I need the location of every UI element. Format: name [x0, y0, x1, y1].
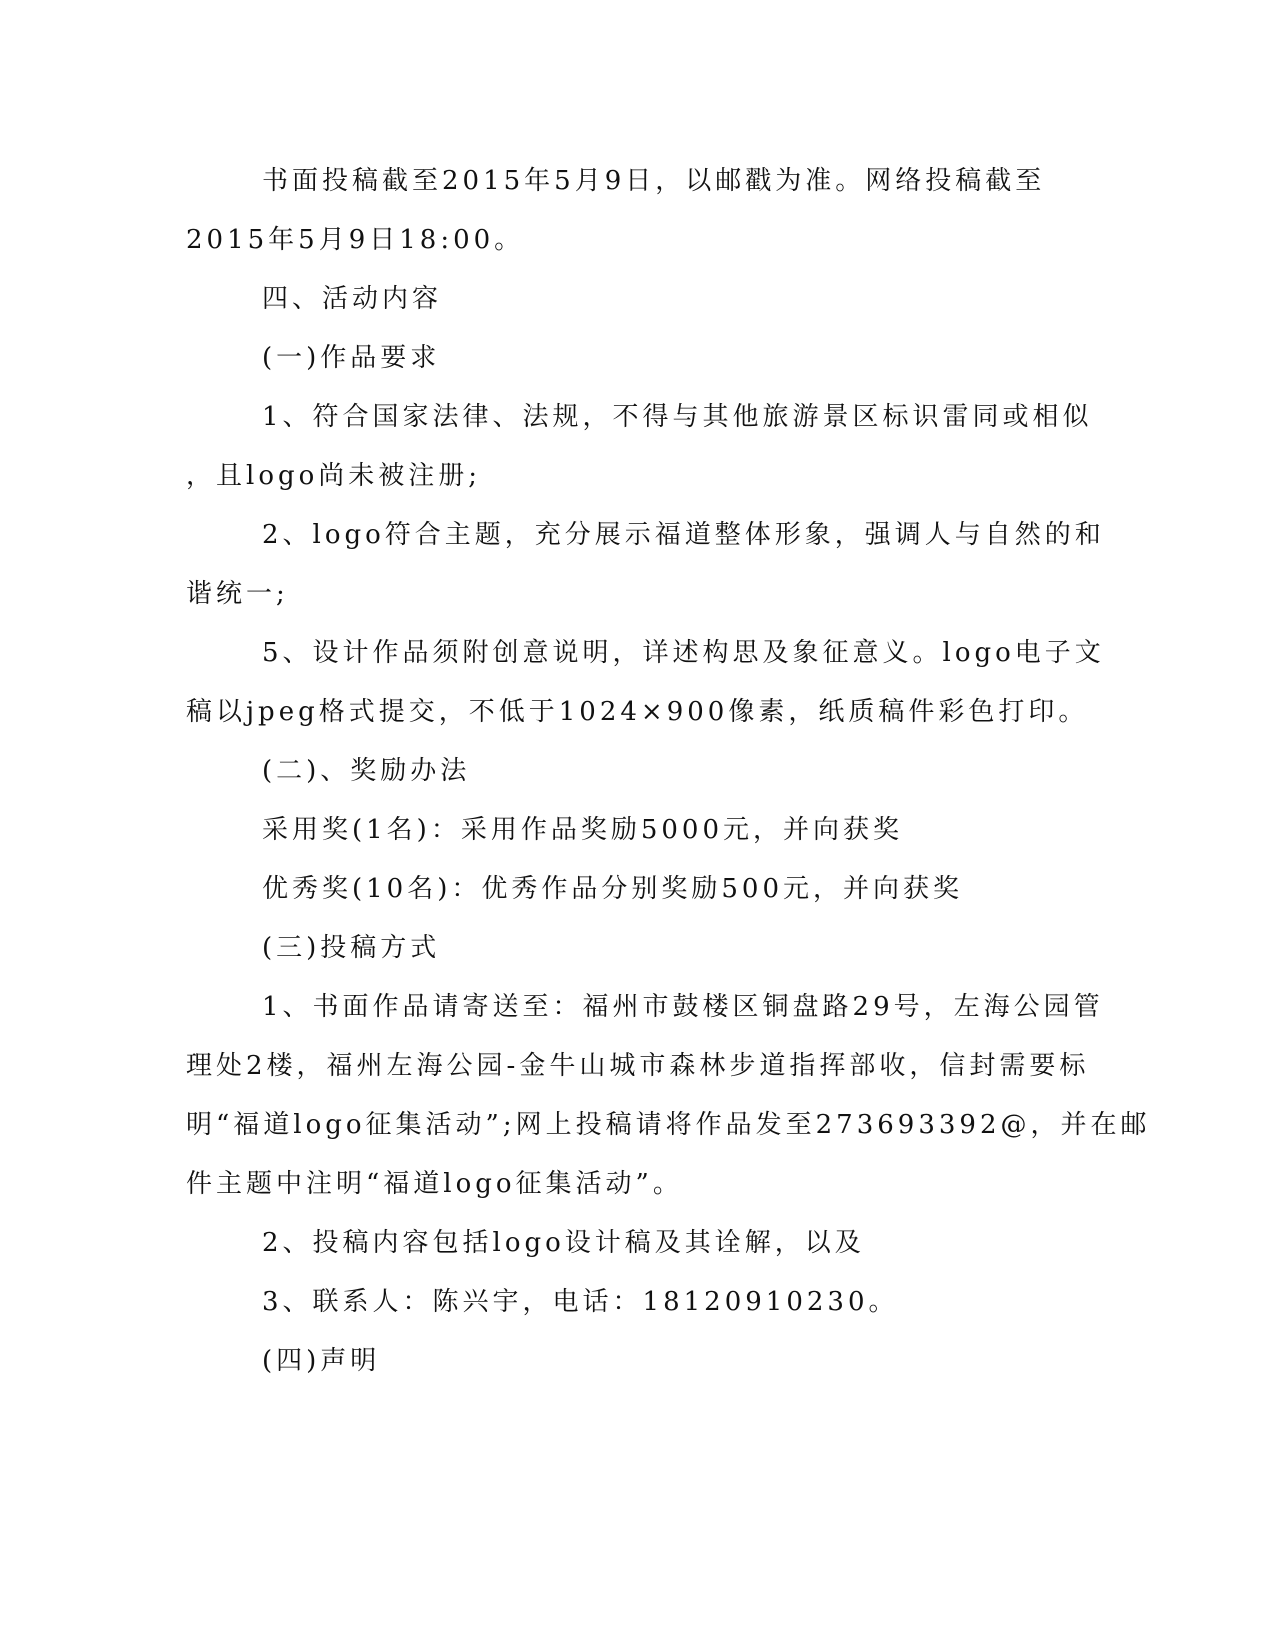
- subsection-heading-work-requirements: (一)作品要求: [262, 343, 441, 373]
- reward-excellent-award: 优秀奖(10名)：优秀作品分别奖励500元，并向获奖: [262, 874, 963, 904]
- submission-3-contact: 3、联系人：陈兴宇，电话：18120910230。: [262, 1287, 899, 1317]
- section-heading-activity-content: 四、活动内容: [262, 284, 443, 314]
- paragraph-deadline-line-2: 2015年5月9日18:00。: [186, 225, 525, 255]
- subsection-heading-submission-method: (三)投稿方式: [262, 933, 441, 963]
- requirement-5-line-2: 稿以jpeg格式提交，不低于1024×900像素，纸质稿件彩色打印。: [186, 697, 1089, 727]
- submission-1-line-2: 理处2楼，福州左海公园-金牛山城市森林步道指挥部收，信封需要标: [186, 1051, 1090, 1081]
- requirement-1-line-1: 1、符合国家法律、法规，不得与其他旅游景区标识雷同或相似: [262, 402, 1093, 432]
- paragraph-deadline-line-1: 书面投稿截至2015年5月9日，以邮戳为准。网络投稿截至: [262, 166, 1046, 196]
- submission-1-line-1: 1、书面作品请寄送至：福州市鼓楼区铜盘路29号，左海公园管: [262, 992, 1104, 1022]
- requirement-2-line-2: 谐统一;: [186, 579, 289, 609]
- submission-1-line-3: 明“福道logo征集活动”;网上投稿请将作品发至273693392@，并在邮: [186, 1110, 1151, 1140]
- submission-2-content: 2、投稿内容包括logo设计稿及其诠解，以及: [262, 1228, 865, 1258]
- requirement-5-line-1: 5、设计作品须附创意说明，详述构思及象征意义。logo电子文: [262, 638, 1105, 668]
- requirement-1-line-2: ，且logo尚未被注册;: [186, 461, 482, 491]
- submission-1-line-4: 件主题中注明“福道logo征集活动”。: [186, 1169, 683, 1199]
- requirement-2-line-1: 2、logo符合主题，充分展示福道整体形象，强调人与自然的和: [262, 520, 1105, 550]
- subsection-heading-statement: (四)声明: [262, 1346, 381, 1376]
- reward-adopted-award: 采用奖(1名)：采用作品奖励5000元，并向获奖: [262, 815, 903, 845]
- subsection-heading-rewards: (二)、奖励办法: [262, 756, 471, 786]
